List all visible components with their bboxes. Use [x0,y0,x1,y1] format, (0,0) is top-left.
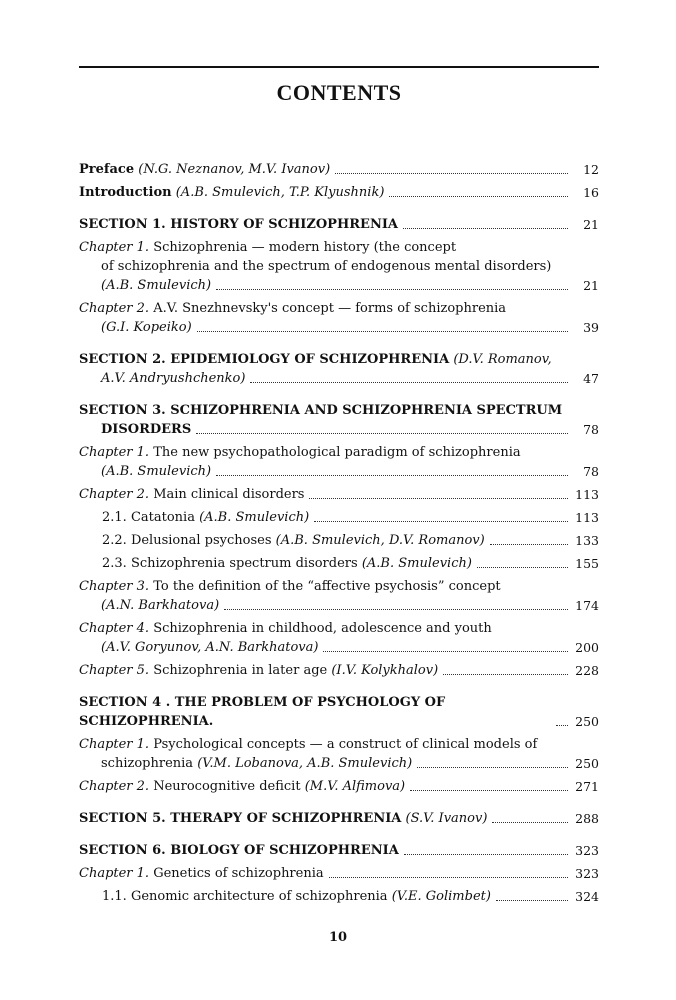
toc-entry-preface[interactable]: Preface (N.G. Neznanov, M.V. Ivanov) 12 [79,162,599,177]
toc-chapter-3-2[interactable]: Chapter 2. Main clinical disorders 113 [79,487,599,502]
page-ref: 174 [575,598,599,613]
toc-section-1[interactable]: SECTION 1. HISTORY OF SCHIZOPHRENIA 21 [79,217,599,232]
page-number: 10 [328,930,348,945]
toc-entry-introduction[interactable]: Introduction (A.B. Smulevich, T.P. Klyushnik) 16 [79,185,599,200]
page-ref: 271 [575,779,599,794]
toc-section-3[interactable]: SECTION 3. SCHIZOPHRENIA AND SCHIZOPHRENIA SPECTRUM DISORDERS 78 [79,403,599,437]
toc-subsection-2-2[interactable]: 2.2. Delusional psychoses (A.B. Smulevich, D.V. Romanov) 133 [102,533,599,548]
page-ref: 288 [575,811,599,826]
page-ref: 133 [575,533,599,548]
toc-subsection-2-1[interactable]: 2.1. Catatonia (A.B. Smulevich) 113 [102,510,599,525]
toc-chapter-4-1[interactable]: Chapter 1. Psychological concepts — a construct of clinical models of schizophrenia (V.M. Lobanova, A.B. Smulevich) 250 [79,737,599,771]
page-title: CONTENTS [276,80,402,105]
page-ref: 200 [575,640,599,655]
toc-chapter-1-1[interactable]: Chapter 1. Schizophrenia — modern history (the concept of schizophrenia and the spectrum of endogenous mental disorders) (A.B. Smulevich) 21 [79,240,599,293]
toc-chapter-6-1[interactable]: Chapter 1. Genetics of schizophrenia 323 [79,866,599,881]
toc-chapter-3-4[interactable]: Chapter 4. Schizophrenia in childhood, adolescence and youth (A.V. Goryunov, A.N. Barkhatova) 200 [79,621,599,655]
toc-subsection-1-1[interactable]: 1.1. Genomic architecture of schizophrenia (V.E. Golimbet) 324 [102,889,599,904]
toc-chapter-3-1[interactable]: Chapter 1. The new psychopathological paradigm of schizophrenia (A.B. Smulevich) 78 [79,445,599,479]
page-ref: 250 [575,756,599,771]
top-rule [79,66,599,68]
page-ref: 21 [583,278,599,293]
page-ref: 47 [583,371,599,386]
toc-section-6[interactable]: SECTION 6. BIOLOGY OF SCHIZOPHRENIA 323 [79,843,599,858]
page-ref: 250 [575,714,599,729]
page-ref: 323 [575,843,599,858]
toc-section-5[interactable]: SECTION 5. THERAPY OF SCHIZOPHRENIA (S.V. Ivanov) 288 [79,811,599,826]
page-ref: 12 [583,162,599,177]
page-ref: 78 [583,464,599,479]
toc-chapter-1-2[interactable]: Chapter 2. A.V. Snezhnevsky's concept — forms of schizophrenia (G.I. Kopeiko) 39 [79,301,599,335]
page-ref: 155 [575,556,599,571]
page-ref: 113 [575,510,599,525]
page-ref: 78 [583,422,599,437]
page-ref: 16 [583,185,599,200]
toc-chapter-3-3[interactable]: Chapter 3. To the definition of the “affective psychosis” concept (A.N. Barkhatova) 174 [79,579,599,613]
page-ref: 39 [583,320,599,335]
toc-section-4[interactable]: SECTION 4 . THE PROBLEM OF PSYCHOLOGY OF SCHIZOPHRENIA. 250 [79,695,599,729]
page-ref: 324 [575,889,599,904]
page-ref: 323 [575,866,599,881]
toc-chapter-4-2[interactable]: Chapter 2. Neurocognitive deficit (M.V. Alfimova) 271 [79,779,599,794]
table-of-contents [79,160,599,906]
toc-subsection-2-3[interactable]: 2.3. Schizophrenia spectrum disorders (A.B. Smulevich) 155 [102,556,599,571]
page-ref: 21 [583,217,599,232]
toc-chapter-3-5[interactable]: Chapter 5. Schizophrenia in later age (I.V. Kolykhalov) 228 [79,663,599,678]
page-ref: 228 [575,663,599,678]
page-ref: 113 [575,487,599,502]
toc-section-2[interactable]: SECTION 2. EPIDEMIOLOGY OF SCHIZOPHRENIA (D.V. Romanov, A.V. Andryushchenko) 47 [79,352,599,386]
